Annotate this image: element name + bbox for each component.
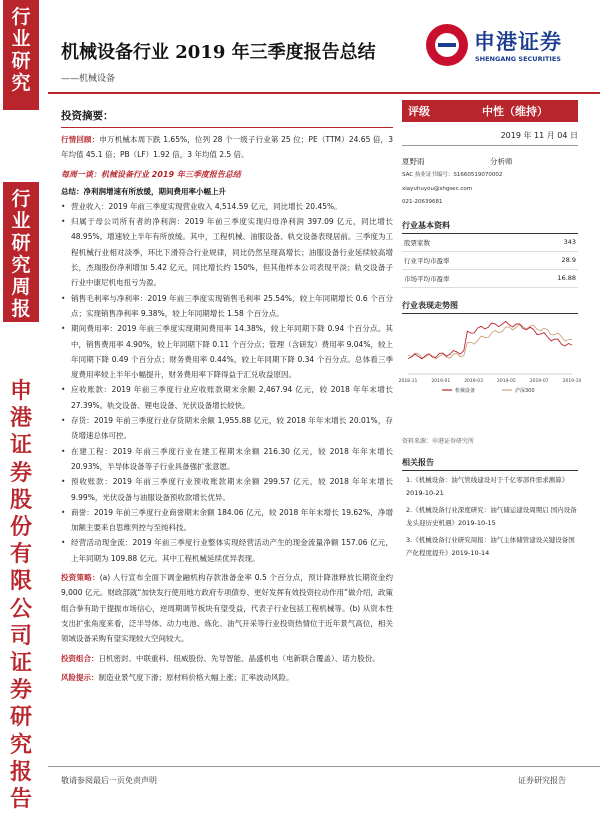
basic-info-value: 16.88 [557, 273, 576, 282]
summary-bullet: • 商誉：2019 年前三季度行业商誉期末余额 184.06 亿元，较 2018 年年末增长 19.62%，净增加额主要来自思维列控与至纯科技。 [61, 505, 393, 536]
invest-strategy [61, 570, 393, 646]
trend-chart-svg [398, 318, 582, 396]
sidebar [0, 0, 40, 813]
footer-disclaimer[interactable]: 敬请参阅最后一页免责声明 [61, 776, 157, 785]
chart-x-tick-label: 2019-05 [496, 378, 516, 384]
weekly-label: 每周一谈： [61, 169, 101, 179]
logo-name-en: SHENGANG SECURITIES [475, 55, 561, 63]
weekly-text: 机械设备行业 2019 年三季度报告总结 [101, 169, 241, 179]
header [48, 0, 600, 100]
summary-line [61, 184, 393, 199]
trend-chart [398, 318, 582, 396]
related-report-item[interactable]: 1.《机械设备：油气管线建设对于千亿零部件需求测算》2019-10-21 [406, 475, 569, 497]
risk-warning [61, 670, 393, 685]
summary-text: 净利润增速有所放缓，期间费用率小幅上升 [83, 186, 226, 196]
basic-info-row [402, 270, 578, 288]
rating-value: 中性（维持） [482, 105, 548, 118]
basic-info-row [402, 234, 578, 252]
weekly-topic [61, 169, 393, 180]
analyst-sac: SAC 执业证书编号：S1660519070002 [402, 172, 503, 178]
logo-name-cn: 申港证券 [474, 29, 562, 54]
bullet-list [61, 199, 393, 566]
chart-source: 资料来源：申港证券研究所 [402, 437, 475, 445]
invest-text: (a) 人行宣布全面下调金融机构存款准备金率 0.5 个百分点，预计降准释放长期资金约 9,000 亿元。财政部就“加快发行使用地方政府专项债券、更好发挥有效投资拉动作用”做介绍，政策组合拳有助于提振市场信心，逆周期调节板块有望受益，代表子行业包括工程机械等。(b) 从资本性支出扩张角度来看，泛半导体、动力电池、炼化、油气开采等行业投资热情位于近年景气高位，相关领域设备采购有望实现较大空间较大。 [61, 573, 393, 644]
invest-label: 投资策略： [61, 573, 100, 583]
basic-info-row [402, 252, 578, 270]
right-column [398, 100, 582, 561]
market-review [61, 132, 393, 163]
chart-x-tick-label: 2019-01 [431, 378, 451, 384]
related-report-item[interactable]: 3.《机械设备行业研究周报：油气主体储管建设关键设备国产化程度提升》2019-10-14 [406, 535, 575, 557]
trend-chart-title: 行业表现走势图 [402, 300, 578, 314]
page-title: 机械设备行业 2019 年三季度报告总结 [61, 42, 376, 63]
risk-label: 风险提示： [61, 672, 99, 682]
footer-divider [48, 766, 600, 767]
sidebar-block-industry-research: 行业研究 [3, 0, 39, 110]
report-date: 2019 年 11 月 04 日 [402, 130, 578, 146]
company-logo [426, 22, 586, 70]
portfolio-text: 日机密封、中联重科、纽威股份、先导智能、晶盛机电（电新联合覆盖）、诺力股份。 [98, 653, 380, 663]
page-subtitle: ——机械设备 [61, 74, 116, 84]
basic-info-value: 28.9 [561, 255, 576, 264]
basic-info-key: 股票家数 [404, 238, 430, 247]
analyst-role: 分析师 [490, 157, 513, 166]
summary-bullet: • 存货：2019 年前三季度行业存货期末余额 1,955.88 亿元，较 2018 年年末增长 20.01%，存货增速总体可控。 [61, 413, 393, 444]
basic-info-table [402, 234, 578, 288]
chart-x-tick-label: 2019-10 [562, 378, 582, 384]
legend-label: 机械设备 [455, 387, 476, 394]
summary-section-title: 投资摘要： [61, 108, 393, 128]
analyst-email[interactable]: xiayuhuyou@shgsec.com [402, 185, 473, 192]
summary-bullet: • 在建工程：2019 年前三季度行业在建工程期末余额 216.30 亿元，较 2018 年年末增长 20.93%，半导体设备等子行业具备强扩张意愿。 [61, 444, 393, 475]
sidebar-company-text: 申港证券股份有限公司证券研究报告 [9, 378, 32, 813]
sidebar-block-weekly: 行业研究周报 [3, 182, 39, 322]
chart-x-tick-label: 2019-07 [529, 378, 549, 384]
rating-label: 评级 [408, 105, 430, 118]
summary-bullet: • 销售毛利率与净利率：2019 年前三季度实现销售毛利率 25.54%，较上年同期增长 0.6 个百分点；实现销售净利率 9.38%，较上年同期增长 1.58 个百分点。 [61, 291, 393, 322]
basic-info-title: 行业基本资料 [402, 220, 578, 234]
analyst-row [402, 156, 578, 167]
market-label: 行情回顾： [61, 135, 100, 144]
basic-info-value: 343 [563, 237, 576, 246]
legend-label: 沪深300 [515, 387, 535, 394]
summary-bullet: • 归属于母公司所有者的净利润：2019 年前三季度实现归母净利润 397.09 亿元，同比增长 48.95%。增速较上半年有所放缓。其中，工程机械、油服设备、轨交设备表现居前。三季度为工程机械行业相对淡季，环比下滑符合行业规律，同比仍然呈现高增长；油服设备行业延续较高增长，杰瑞股份净利增加 5.42 亿元，同比增长约 150%，但其他样本公司表现平淡；轨交设备子行业中康尼机电扭亏为盈。 [61, 214, 393, 290]
summary-label: 总结： [61, 186, 84, 196]
rating-bar [402, 100, 578, 122]
basic-info-key: 行业平均市盈率 [404, 256, 450, 265]
summary-bullet: • 预收账款：2019 年前三季度行业预收账款期末余额 299.57 亿元，较 2018 年年末增长 9.99%，光伏设备与油服设备预收款增长优异。 [61, 474, 393, 505]
related-report-item[interactable]: 2.《机械设备行业深度研究：油气储运建设周期启 国内设备龙头迎历史机遇》2019-10-15 [406, 505, 577, 527]
header-divider [48, 92, 600, 94]
portfolio [61, 651, 393, 666]
summary-bullet: • 经营活动现金流：2019 年前三季度行业整体实现经营活动产生的现金流量净额 157.06 亿元，上年同期为 109.88 亿元。其中工程机械延续优异表现。 [61, 535, 393, 566]
summary-bullet: • 应收账款：2019 年前三季度行业应收账款期末余额 2,467.94 亿元，较 2018 年年末增长 27.39%。轨交设备、锂电设备、光伏设备增长较快。 [61, 382, 393, 413]
series-line-machinery [408, 321, 572, 358]
analyst-name: 夏野雨 [402, 157, 425, 166]
summary-bullet: • 营业收入：2019 年前三季度实现营业收入 4,514.59 亿元，同比增长 20.45%。 [61, 199, 393, 214]
portfolio-label: 投资组合： [61, 653, 99, 663]
basic-info-key: 市场平均市盈率 [404, 274, 450, 283]
related-reports-list [402, 474, 578, 561]
footer-label: 证券研究报告 [518, 776, 566, 785]
related-reports-title: 相关报告 [402, 457, 578, 471]
market-text: 申万机械本周下跌 1.65%，位列 28 个一级子行业第 25 位；PE（TTM）24.65 倍，3 年均值 45.1 倍；PB（LF）1.92 倍，3 年均值 2.5 倍。 [61, 135, 393, 160]
chart-x-tick-label: 2018-11 [398, 378, 418, 384]
analyst-phone: 021-20639681 [402, 199, 443, 205]
summary-bullet: • 期间费用率：2019 年前三季度实现期间费用率 14.38%，较上年同期下降 0.94 个百分点。其中，销售费用率 4.90%，较上年同期下降 0.11 个百分点；管理（含研发）费用率 9.04%，较上年同期下降 0.49 个百分点；财务费用率 0.44%，较上年同期下降 0.34 个百分点。总体看三季度费用率较上半年小幅提升，财务费用率下降得益于汇兑收益原因。 [61, 321, 393, 382]
logo-icon [426, 24, 468, 66]
risk-text: 制造业景气度下滑；原材料价格大幅上涨；汇率波动风险。 [98, 672, 294, 682]
main-column [61, 100, 393, 685]
series-line-hs300 [408, 324, 572, 359]
chart-x-tick-label: 2019-03 [464, 378, 484, 384]
